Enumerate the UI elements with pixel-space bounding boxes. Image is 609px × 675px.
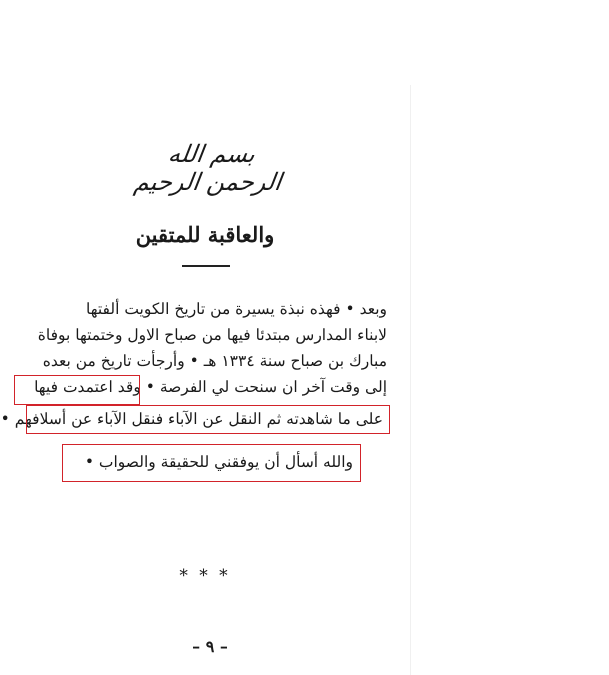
text-line-1: وبعد • فهذه نبذة يسيرة من تاريخ الكويت ألفتها xyxy=(85,300,387,318)
highlight-box-reliance xyxy=(14,375,140,405)
page-number: – ٩ – xyxy=(192,637,228,656)
highlight-box-closing xyxy=(62,444,361,482)
text-line-5: على ما شاهدته ثم النقل عن الآباء فنقل الآباء عن أسلافهم • xyxy=(0,410,383,428)
basmala-calligraphy: بسم الله الرحمن الرحيم xyxy=(132,140,284,196)
text-line-3: مبارك بن صباح سنة ١٣٣٤ هـ • وأرجأت تاريخ من بعده xyxy=(42,352,387,370)
title-underline xyxy=(182,265,230,267)
page-edge-shadow xyxy=(410,85,411,675)
page-title: والعاقبة للمتقين xyxy=(135,222,275,247)
text-line-2: لابناء المدارس مبتدئا فيها من صباح الاول وختمتها بوفاة xyxy=(37,326,387,344)
text-line-6: والله أسأل أن يوفقني للحقيقة والصواب • xyxy=(84,453,353,471)
highlight-box-sources xyxy=(26,405,390,434)
section-divider-stars: * * * xyxy=(179,566,231,586)
text-line-4: إلى وقت آخر ان سنحت لي الفرصة • وقد اعتمدت فيها xyxy=(34,378,387,396)
